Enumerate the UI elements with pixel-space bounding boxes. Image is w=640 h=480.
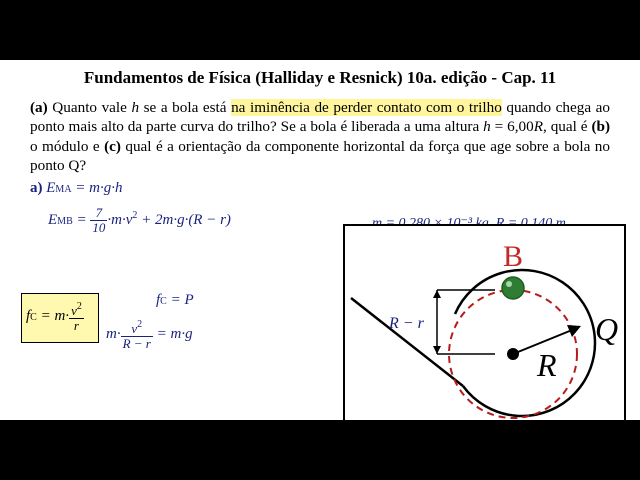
problem-text-7: qual é a orientação da componente horizontal da força que age sobre a bola no ponto Q? [30, 137, 610, 175]
problem-text-5: , qual é [543, 118, 592, 136]
fc-symbol: f [26, 307, 31, 324]
problem-text-6: o módulo e [30, 137, 105, 155]
slide [0, 60, 640, 420]
fcp-rhs: = P [166, 292, 194, 308]
label-B: B [503, 240, 524, 273]
label-R: R [537, 347, 557, 383]
problem-text-4: = 6,00 [490, 118, 534, 136]
problem-text-2: se a bola está [139, 99, 232, 116]
emb-frac-num: 7 [90, 206, 107, 221]
var-R: R [533, 118, 543, 136]
emb-term-1: ·m·v [107, 211, 133, 228]
emb-square: 2 [132, 209, 138, 221]
fc-subscript: C [30, 311, 37, 323]
emb-fraction [90, 206, 107, 235]
fc-equals: = m· [36, 307, 70, 324]
ball-highlight [506, 281, 512, 287]
ema-rhs: = m·g·h [71, 180, 123, 196]
equation-fc-p [156, 292, 194, 309]
answer-a-label: a) [30, 180, 43, 196]
page-title: Fundamentos de Física (Halliday e Resnick) 10a. edição - Cap. 11 [83, 68, 557, 87]
emb-term-2: + 2m·g·(R − r) [137, 211, 231, 228]
incline-track [351, 298, 463, 386]
fc-fraction [69, 300, 84, 333]
fc-square: 2 [76, 301, 82, 312]
fc-frac-num [69, 300, 84, 319]
part-c-label: (c) [104, 137, 121, 155]
fcp-symbol: f [156, 292, 161, 308]
problem-statement [30, 98, 610, 176]
dimension-arrow-down [433, 346, 441, 354]
fc-v: v [71, 303, 77, 318]
ema-symbol: E [46, 180, 56, 196]
emb-equals: = [72, 211, 91, 228]
emb-subscript: MB [57, 215, 73, 227]
emb-frac-den: 10 [92, 220, 106, 235]
problem-text-1: Quanto vale [47, 99, 132, 116]
part-b-label: (b) [591, 118, 610, 136]
fc-frac-den: r [73, 318, 79, 333]
ema-subscript: MA [55, 184, 72, 195]
label-R-minus-r: R − r [389, 315, 424, 332]
label-Q: Q [595, 311, 619, 347]
mg-lhs: m· [106, 325, 121, 342]
ball [502, 277, 524, 299]
mg-frac-num [121, 318, 153, 337]
mg-square: 2 [137, 319, 143, 330]
mg-frac-den: R − r [122, 336, 151, 351]
part-a-label: (a) [30, 99, 48, 116]
dimension-arrow-up [433, 290, 441, 298]
var-h: h [131, 99, 140, 116]
track-diagram [345, 226, 626, 420]
var-h-2: h [483, 118, 491, 136]
equation-ema [30, 180, 123, 197]
mg-rhs: = m·g [152, 325, 193, 342]
mg-fraction [121, 318, 153, 351]
highlighted-phrase: na iminência de perder contato com o trilho [231, 99, 502, 116]
equation-fc [26, 300, 84, 333]
equation-mg [106, 318, 193, 351]
track-figure [343, 224, 626, 420]
mg-v: v [131, 321, 138, 336]
equation-emb [48, 206, 231, 235]
problem-text-3: quando chega ao ponto mais alto da parte curva do trilho? Se a bola é liberada a uma altura [30, 99, 610, 136]
fcp-subscript: C [160, 296, 167, 307]
emb-symbol: E [48, 211, 58, 228]
